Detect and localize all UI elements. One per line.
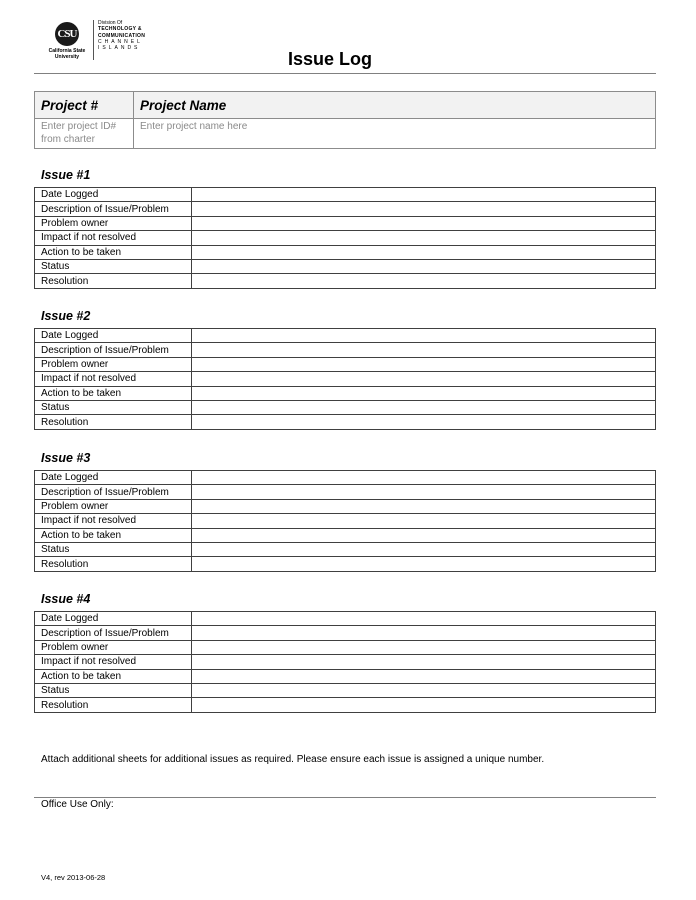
logo-divider: [93, 20, 94, 60]
field-label: Impact if not resolved: [35, 514, 192, 528]
instruction-note: Attach additional sheets for additional issues as required. Please ensure each issue is assigned a unique number.: [41, 754, 545, 765]
campus-line-1: CHANNEL: [98, 38, 143, 45]
field-label: Status: [35, 542, 192, 556]
field-label: Resolution: [35, 274, 192, 288]
table-row: [35, 640, 656, 654]
field-label: Status: [35, 400, 192, 414]
field-value[interactable]: [192, 542, 656, 556]
field-value[interactable]: [192, 557, 656, 571]
office-divider: [34, 797, 656, 798]
issue-title: Issue #1: [41, 168, 91, 182]
division-of-label: Division Of: [98, 20, 123, 26]
table-row: [35, 231, 656, 245]
issue-table: [34, 187, 656, 289]
field-label: Problem owner: [35, 216, 192, 230]
field-label: Status: [35, 683, 192, 697]
issue-title: Issue #2: [41, 309, 91, 323]
field-label: Resolution: [35, 415, 192, 429]
project-number-header: Project #: [35, 92, 134, 119]
table-row: [35, 329, 656, 343]
page-header: [0, 0, 696, 76]
field-value[interactable]: [192, 698, 656, 712]
field-label: Resolution: [35, 698, 192, 712]
field-label: Date Logged: [35, 188, 192, 202]
field-label: Impact if not resolved: [35, 655, 192, 669]
project-name-header: Project Name: [134, 92, 656, 119]
field-value[interactable]: [192, 188, 656, 202]
project-input-row: [35, 119, 656, 149]
table-row: [35, 372, 656, 386]
office-use-label: Office Use Only:: [41, 799, 114, 810]
field-value[interactable]: [192, 669, 656, 683]
campus-line-2: ISLANDS: [98, 45, 141, 52]
field-label: Problem owner: [35, 499, 192, 513]
version-label: V4, rev 2013-06-28: [41, 873, 106, 882]
field-value[interactable]: [192, 372, 656, 386]
field-value[interactable]: [192, 485, 656, 499]
header-divider: [34, 73, 656, 74]
field-value[interactable]: [192, 626, 656, 640]
table-row: [35, 612, 656, 626]
project-name-field[interactable]: Enter project name here: [134, 119, 656, 149]
field-value[interactable]: [192, 612, 656, 626]
field-label: Impact if not resolved: [35, 372, 192, 386]
table-row: [35, 202, 656, 216]
field-label: Action to be taken: [35, 245, 192, 259]
issue-title: Issue #3: [41, 451, 91, 465]
table-row: [35, 698, 656, 712]
division-line-1: TECHNOLOGY &: [98, 26, 142, 33]
table-row: [35, 415, 656, 429]
field-value[interactable]: [192, 259, 656, 273]
field-value[interactable]: [192, 386, 656, 400]
field-label: Action to be taken: [35, 386, 192, 400]
field-label: Date Logged: [35, 329, 192, 343]
field-value[interactable]: [192, 471, 656, 485]
field-label: Problem owner: [35, 357, 192, 371]
university-name: [32, 48, 102, 60]
table-row: [35, 557, 656, 571]
field-value[interactable]: [192, 202, 656, 216]
field-label: Status: [35, 259, 192, 273]
field-label: Resolution: [35, 557, 192, 571]
field-value[interactable]: [192, 245, 656, 259]
project-number-field[interactable]: Enter project ID# from charter: [35, 119, 134, 149]
table-row: [35, 216, 656, 230]
table-row: [35, 471, 656, 485]
field-label: Impact if not resolved: [35, 231, 192, 245]
issue-table: [34, 611, 656, 713]
field-label: Action to be taken: [35, 669, 192, 683]
field-label: Description of Issue/Problem: [35, 485, 192, 499]
university-line-2: University: [54, 54, 80, 60]
issue-title: Issue #4: [41, 592, 91, 606]
table-row: [35, 245, 656, 259]
table-row: [35, 528, 656, 542]
field-label: Date Logged: [35, 612, 192, 626]
issue-table: [34, 470, 656, 572]
table-row: [35, 626, 656, 640]
division-name: [98, 20, 168, 51]
table-row: [35, 683, 656, 697]
table-row: [35, 357, 656, 371]
division-line-2: COMMUNICATION: [98, 32, 146, 39]
field-value[interactable]: [192, 499, 656, 513]
university-line-1: California State: [48, 48, 86, 54]
field-value[interactable]: [192, 400, 656, 414]
table-row: [35, 669, 656, 683]
field-label: Description of Issue/Problem: [35, 202, 192, 216]
field-value[interactable]: [192, 528, 656, 542]
issue-table: [34, 328, 656, 430]
table-row: [35, 259, 656, 273]
table-row: [35, 400, 656, 414]
table-row: [35, 542, 656, 556]
field-value[interactable]: [192, 329, 656, 343]
project-header-row: [35, 92, 656, 119]
field-label: Description of Issue/Problem: [35, 626, 192, 640]
field-label: Problem owner: [35, 640, 192, 654]
field-value[interactable]: [192, 683, 656, 697]
field-value[interactable]: [192, 216, 656, 230]
field-label: Date Logged: [35, 471, 192, 485]
field-value[interactable]: [192, 655, 656, 669]
table-row: [35, 514, 656, 528]
page-title: Issue Log: [288, 49, 373, 69]
field-value[interactable]: [192, 343, 656, 357]
table-row: [35, 485, 656, 499]
table-row: [35, 386, 656, 400]
field-label: Description of Issue/Problem: [35, 343, 192, 357]
project-table: [34, 91, 656, 149]
field-value[interactable]: [192, 274, 656, 288]
table-row: [35, 499, 656, 513]
field-value[interactable]: [192, 231, 656, 245]
university-logo: [32, 18, 162, 64]
field-label: Action to be taken: [35, 528, 192, 542]
table-row: [35, 343, 656, 357]
field-value[interactable]: [192, 357, 656, 371]
field-value[interactable]: [192, 514, 656, 528]
table-row: [35, 188, 656, 202]
table-row: [35, 655, 656, 669]
field-value[interactable]: [192, 415, 656, 429]
field-value[interactable]: [192, 640, 656, 654]
table-row: [35, 274, 656, 288]
csu-seal-icon: CSU: [55, 22, 79, 46]
